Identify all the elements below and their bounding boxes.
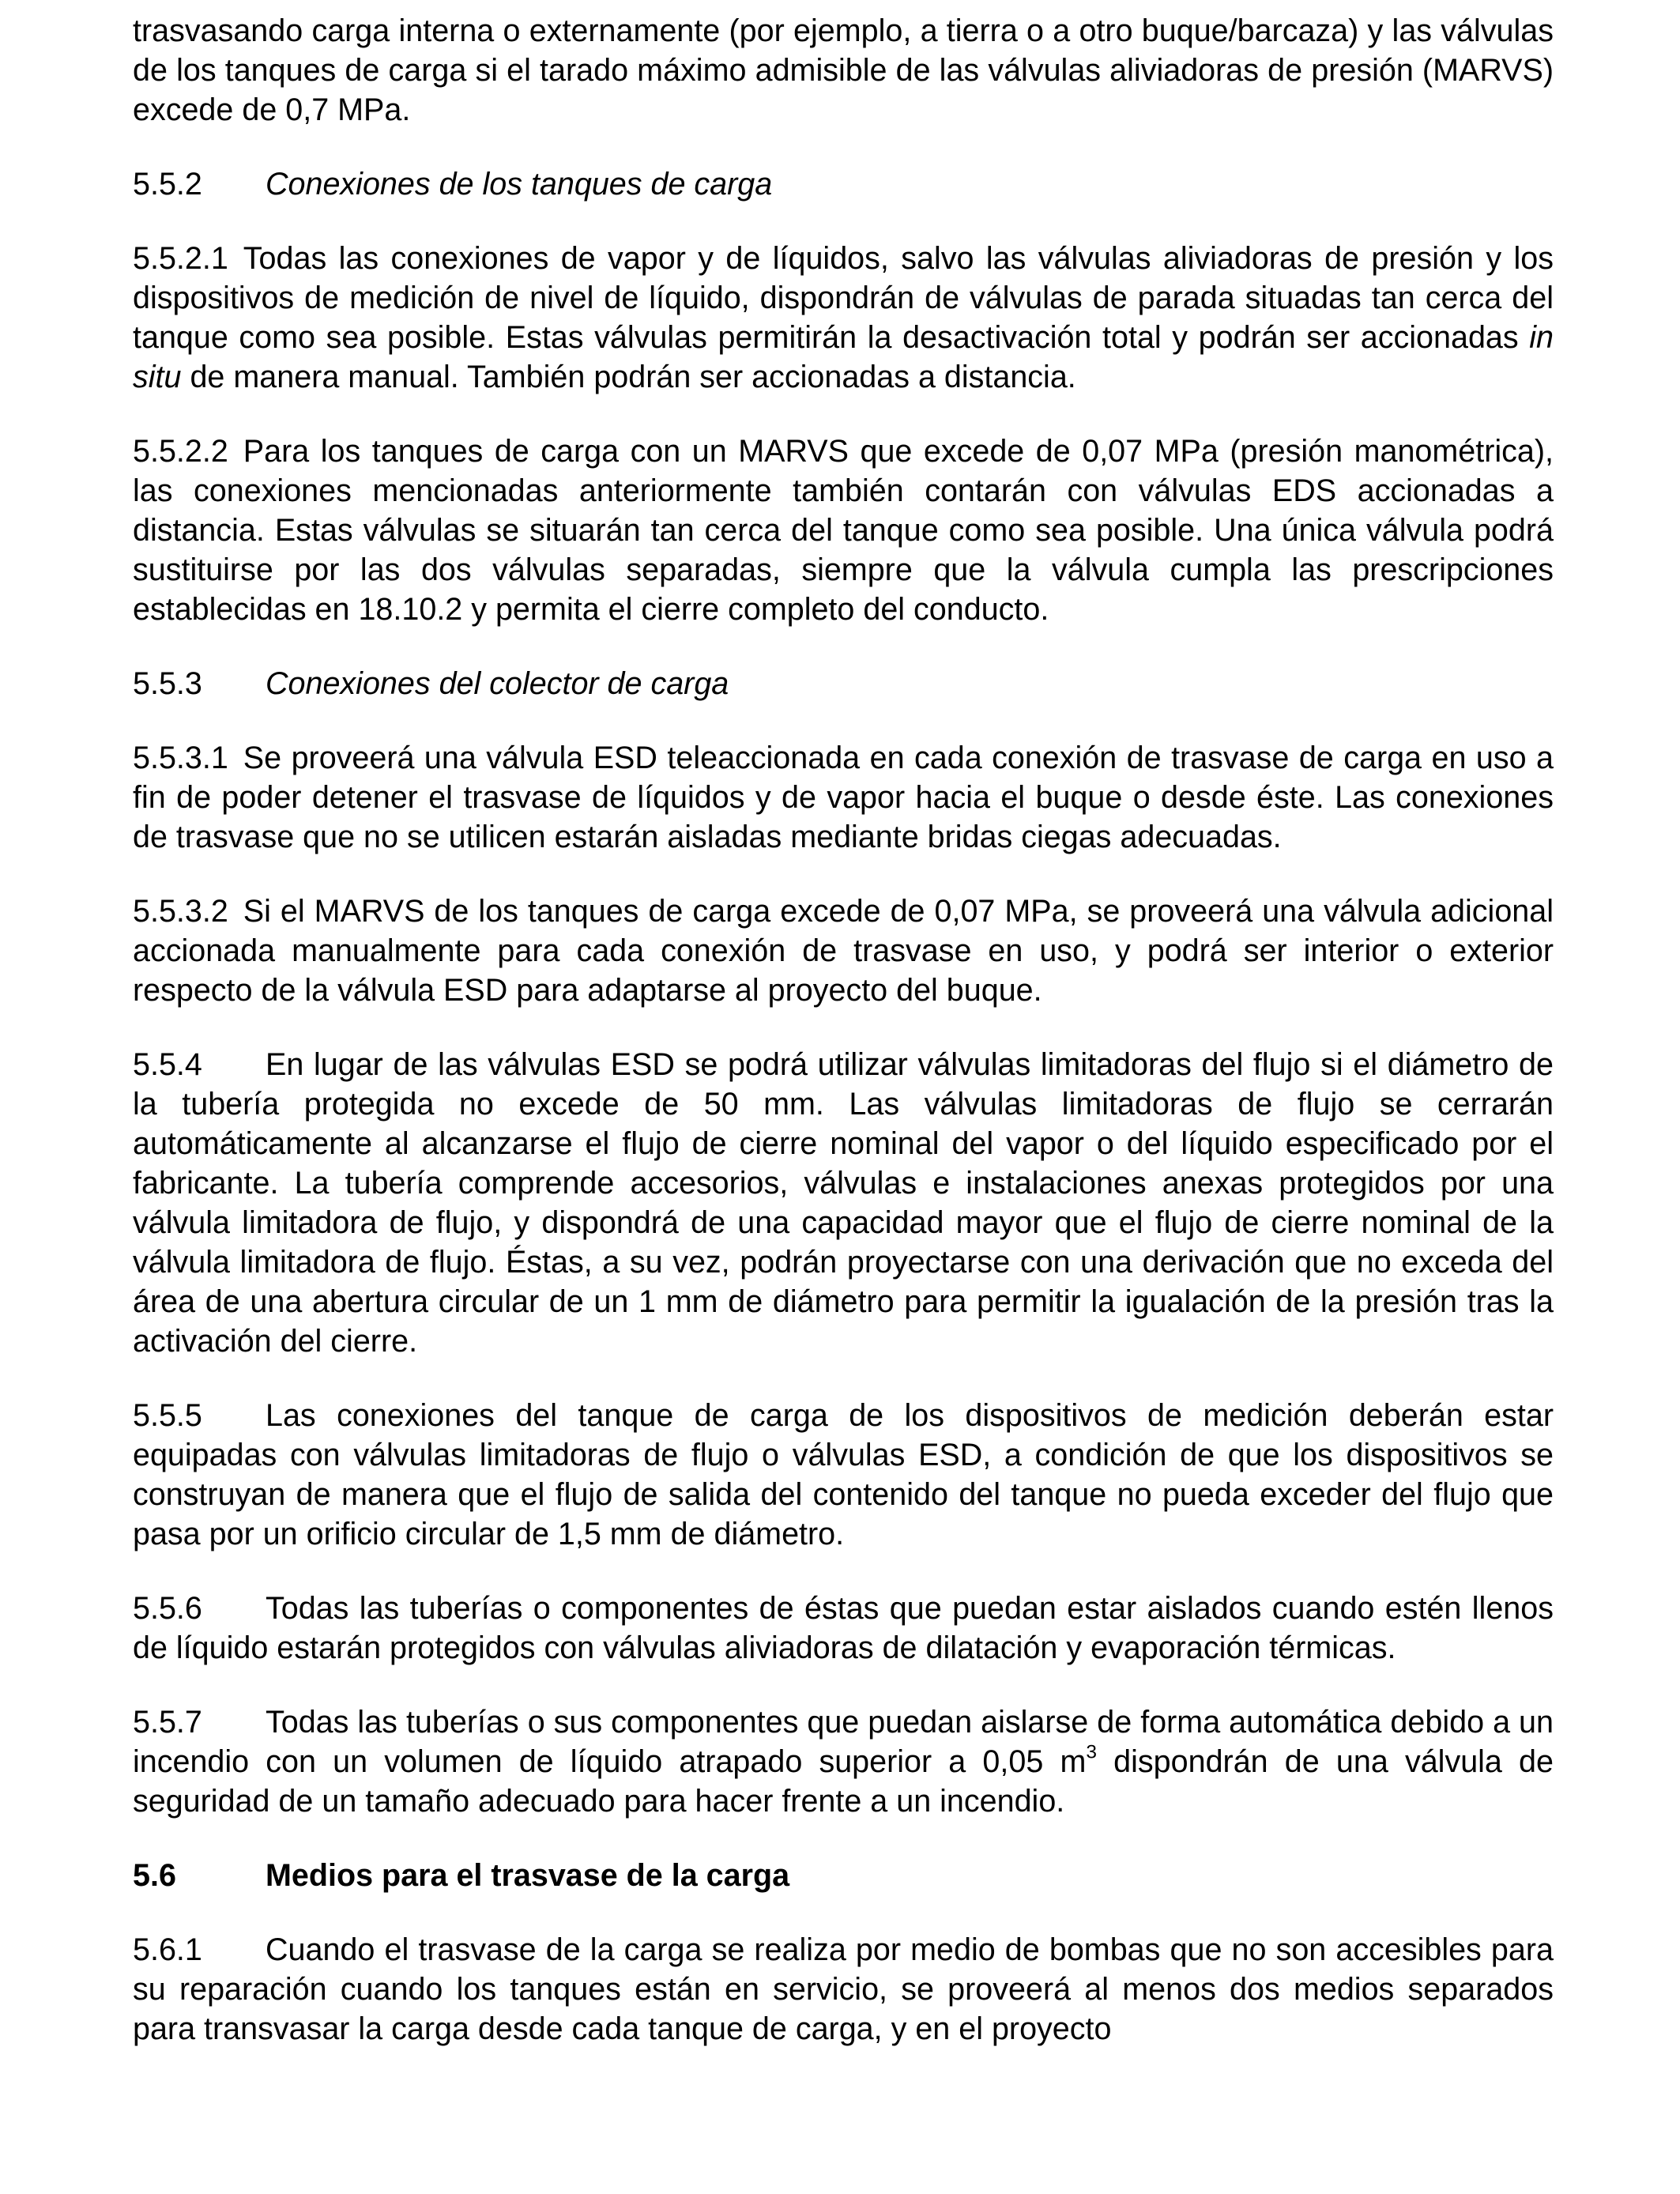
paragraph-text: Si el MARVS de los tanques de carga excede de 0,07 MPa, se proveerá una válvula adicional accionada manualmente para cada conexión de trasvase en uso, y podrá ser interior o exterior respecto de la válvula ESD para adaptarse al proyecto del buque. bbox=[133, 894, 1554, 1008]
paragraph-number: 5.5.2.1 bbox=[133, 241, 228, 276]
paragraph-text: Para los tanques de carga con un MARVS que excede de 0,07 MPa (presión manométrica), las conexiones mencionadas anteriormente también contarán con válvulas EDS accionadas a distancia. Estas válvulas se situarán tan cerca del tanque como sea posible. Una única válvula podrá sustituirse por las dos válvulas separadas, siempre que la válvula cumpla las prescripciones establecidas en 18.10.2 y permita el cierre completo del conducto. bbox=[133, 434, 1554, 627]
paragraph-5-5-2-2 bbox=[133, 432, 1554, 629]
paragraph-text: Cuando el trasvase de la carga se realiza por medio de bombas que no son accesibles para su reparación cuando los tanques están en servicio, se proveerá al menos dos medios separados para transvasar la carga desde cada tanque de carga, y en el proyecto bbox=[133, 1932, 1554, 2046]
section-heading-5-6 bbox=[133, 1856, 1554, 1895]
superscript: 3 bbox=[1086, 1741, 1098, 1763]
paragraph-5-5-3-1 bbox=[133, 738, 1554, 857]
paragraph-5-5-5 bbox=[133, 1396, 1554, 1554]
paragraph-number: 5.5.3.2 bbox=[133, 894, 228, 929]
document-page bbox=[133, 11, 1554, 2049]
paragraph-5-5-2-1 bbox=[133, 239, 1554, 397]
paragraph-number: 5.5.6 bbox=[133, 1591, 202, 1626]
paragraph-number: 5.5.7 bbox=[133, 1705, 202, 1740]
subsection-title: Conexiones de los tanques de carga bbox=[266, 167, 773, 202]
paragraph-5-6-1 bbox=[133, 1930, 1554, 2049]
paragraph-text: Todas las conexiones de vapor y de líquidos, salvo las válvulas aliviadoras de presión y los dispositivos de medición de nivel de líquido, dispondrán de válvulas de parada situadas tan cerca del tanque como sea posible. Estas válvulas permitirán la desactivación total y podrán ser accionadas bbox=[133, 241, 1554, 355]
paragraph-number: 5.6.1 bbox=[133, 1932, 202, 1967]
subsection-heading-5-5-3 bbox=[133, 664, 1554, 703]
section-title: Medios para el trasvase de la carga bbox=[266, 1858, 790, 1893]
paragraph-text: En lugar de las válvulas ESD se podrá utilizar válvulas limitadoras del flujo si el diámetro de la tubería protegida no excede de 50 mm. Las válvulas limitadoras de flujo se cerrarán automáticamente al alcanzarse el flujo de cierre nominal del vapor o del líquido especificado por el fabricante. La tubería comprende accesorios, válvulas e instalaciones anexas protegidos por una válvula limitadora de flujo, y dispondrá de una capacidad mayor que el flujo de cierre nominal de la válvula limitadora de flujo. Éstas, a su vez, podrán proyectarse con una derivación que no exceda del área de una abertura circular de un 1 mm de diámetro para permitir la igualación de la presión tras la activación del cierre. bbox=[133, 1047, 1554, 1359]
paragraph-text-continued: de manera manual. También podrán ser accionadas a distancia. bbox=[181, 360, 1076, 394]
paragraph-text: Se proveerá una válvula ESD teleaccionada en cada conexión de trasvase de carga en uso a fin de poder detener el trasvase de líquidos y de vapor hacia el buque o desde éste. Las conexiones de trasvase que no se utilicen estarán aisladas mediante bridas ciegas adecuadas. bbox=[133, 741, 1554, 854]
paragraph-5-5-4 bbox=[133, 1045, 1554, 1361]
paragraph-text: Las conexiones del tanque de carga de los dispositivos de medición deberán estar equipadas con válvulas limitadoras de flujo o válvulas ESD, a condición de que los dispositivos se construyan de manera que el flujo de salida del contenido del tanque no pueda exceder del flujo que pasa por un orificio circular de 1,5 mm de diámetro. bbox=[133, 1398, 1554, 1551]
paragraph-number: 5.5.4 bbox=[133, 1047, 202, 1082]
paragraph-5-5-3-2 bbox=[133, 892, 1554, 1010]
paragraph-number: 5.5.3.1 bbox=[133, 741, 228, 775]
section-number: 5.5.3 bbox=[133, 666, 202, 701]
paragraph-text: trasvasando carga interna o externamente (por ejemplo, a tierra o a otro buque/barcaza) y las válvulas de los tanques de carga si el tarado máximo admisible de las válvulas aliviadoras de presión (MARVS) excede de 0,7 MPa. bbox=[133, 13, 1554, 127]
paragraph-5-5-6 bbox=[133, 1589, 1554, 1668]
paragraph-number: 5.5.2.2 bbox=[133, 434, 228, 469]
section-number: 5.5.2 bbox=[133, 167, 202, 202]
paragraph-text: Todas las tuberías o sus componentes que puedan aislarse de forma automática debido a un incendio con un volumen de líquido atrapado superior a 0,05 m bbox=[133, 1705, 1554, 1779]
paragraph-5-5-7 bbox=[133, 1702, 1554, 1821]
section-number: 5.6 bbox=[133, 1858, 176, 1893]
paragraph-text-continued: dispondrán de una válvula de seguridad de un tamaño adecuado para hacer frente a un incendio. bbox=[133, 1744, 1554, 1819]
paragraph-italic-text: in situ bbox=[133, 320, 1554, 394]
paragraph-text: Todas las tuberías o componentes de éstas que puedan estar aislados cuando estén llenos de líquido estarán protegidos con válvulas aliviadoras de dilatación y evaporación térmicas. bbox=[133, 1591, 1554, 1665]
paragraph-continued bbox=[133, 11, 1554, 130]
subsection-heading-5-5-2 bbox=[133, 164, 1554, 204]
paragraph-number: 5.5.5 bbox=[133, 1398, 202, 1433]
subsection-title: Conexiones del colector de carga bbox=[266, 666, 729, 701]
